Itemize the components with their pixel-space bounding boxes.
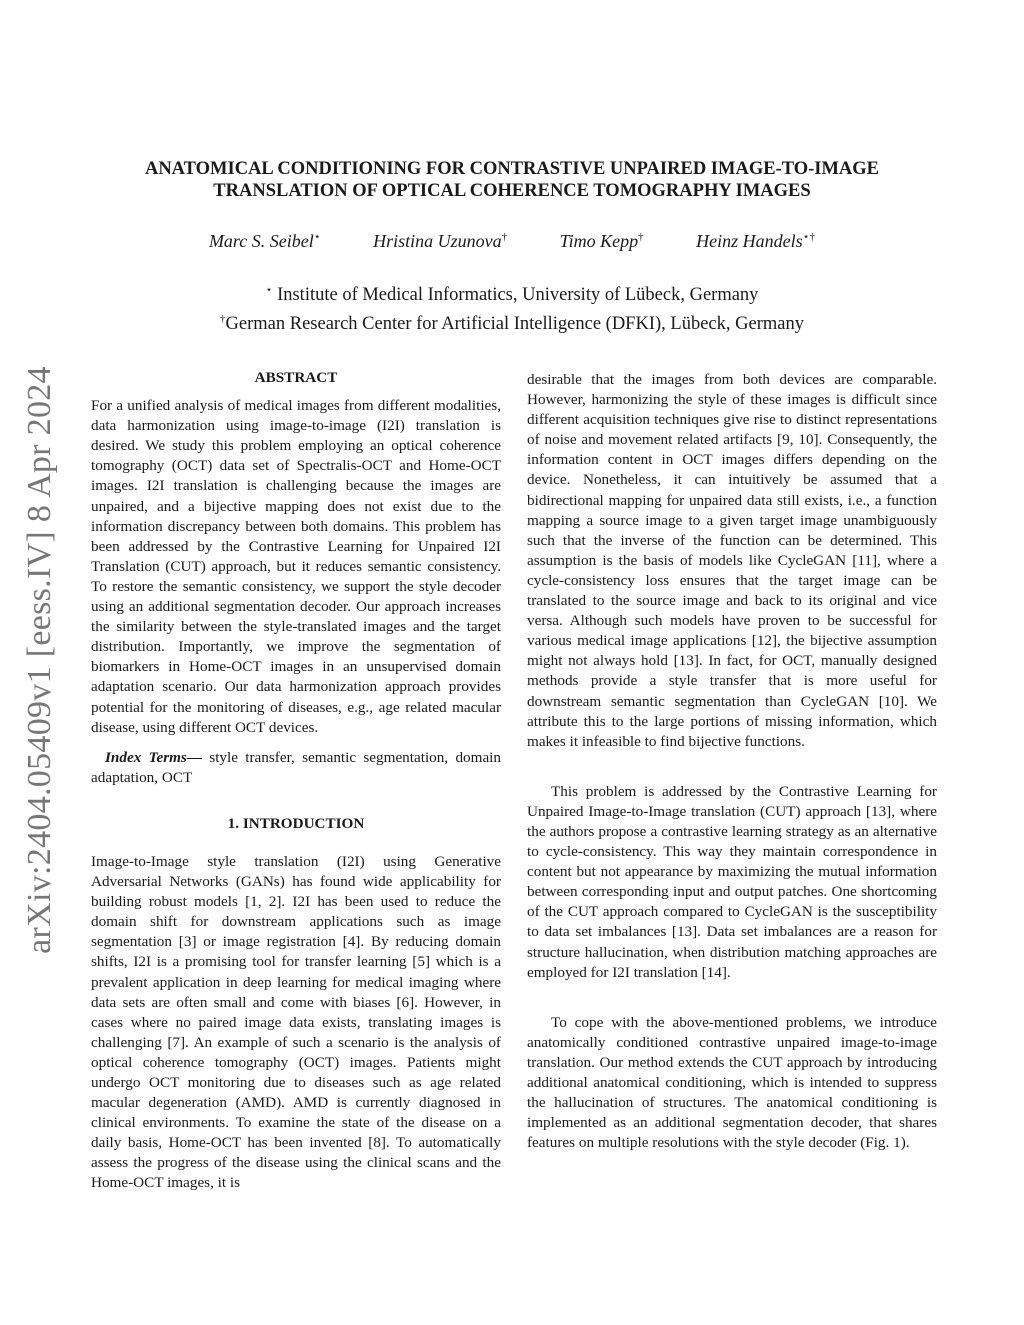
affiliation bbox=[80, 278, 944, 307]
arxiv-identifier-text: arXiv:2404.05409v1 [eess.IV] 8 Apr 2024 bbox=[21, 366, 59, 954]
author bbox=[373, 231, 507, 252]
author-affiliation-mark: ⋆† bbox=[802, 231, 816, 243]
author-affiliation-mark: † bbox=[638, 231, 644, 243]
affiliations bbox=[80, 278, 944, 336]
introduction-paragraph-1-continued: desirable that the images from both devices are comparable. However, harmonizing the style of these images is difficult since different acquisition techniques give rise to distinct representations of noise and movement related artifacts [9, 10]. Consequently, the information content in OCT images differs depending on the device. Nonetheless, it can intuitively be assumed that a bidirectional mapping for unpaired data still exists, i.e., a function mapping a source image to a given target image unambiguously such that the inverse of the function can be determined. This assumption is the basis of models like CycleGAN [11], where a cycle-consistency loss ensures that the target image can be translated to the source image and back to its original and vice versa. Although such models have proven to be successful for various medical image applications [12], the bijective assumption might not always hold [13]. In fact, for OCT, manually designed methods provide a style transfer that is more useful for downstream semantic segmentation than CycleGAN [10]. We attribute this to the large portions of missing information, which makes it infeasible to find bijective functions. bbox=[527, 371, 937, 750]
affiliation-text: Institute of Medical Informatics, University of Lübeck, Germany bbox=[272, 285, 759, 306]
arxiv-identifier-stamp bbox=[14, 360, 66, 960]
author-list bbox=[80, 230, 944, 252]
introduction-heading: 1. INTRODUCTION bbox=[227, 814, 365, 832]
author bbox=[696, 230, 815, 252]
author-name: Hristina Uzunova bbox=[373, 231, 502, 251]
left-column bbox=[91, 368, 501, 1194]
author bbox=[560, 231, 644, 252]
affiliation-mark: † bbox=[220, 313, 226, 326]
abstract-text: For a unified analysis of medical images from different modalities, data harmonization using image-to-image (I2I) translation is desired. We study this problem employing an optical coherence tomography (OCT) data set of Spectralis-OCT and Home-OCT images. I2I translation is challenging because the images are unpaired, and a bijective mapping does not exist due to the information discrepancy between both domains. This problem has been addressed by the Contrastive Learning for Unpaired I2I Translation (CUT) approach, but it reduces semantic consistency. To restore the semantic consistency, we support the style decoder using an additional segmentation decoder. Our approach increases the similarity between the style-translated images and the target distribution. Importantly, we improve the segmentation of biomarkers in Home-OCT images in an unsupervised domain adaptation scenario. Our data harmonization approach provides potential for the monitoring of diseases, e.g., age related macular disease, using different OCT devices. bbox=[91, 397, 501, 736]
introduction-paragraph-2: This problem is addressed by the Contrastive Learning for Unpaired Image-to-Image translation (CUT) approach [13], where the authors propose a contrastive learning strategy as an alternative to cycle-consistency. This way they maintain correspondence in content but not appearance by maximizing the mutual information between corresponding input and output patches. One shortcoming of the CUT approach compared to CycleGAN is the susceptibility to data set imbalances [13]. Data set imbalances are a reason for structure hallucination, when distribution matching approaches are employed for I2I translation [14]. bbox=[527, 782, 937, 981]
index-terms-label: Index Terms— bbox=[105, 748, 203, 766]
affiliation-text: German Research Center for Artificial Intelligence (DFKI), Lübeck, Germany bbox=[225, 314, 804, 335]
introduction-paragraph-3: To cope with the above-mentioned problems, we introduce anatomically conditioned contrastive unpaired image-to-image translation. Our method extends the CUT approach by introducing additional anatomical conditioning, which is intended to suppress the hallucination of structures. The anatomical conditioning is implemented as an additional segmentation decoder, that shares features on multiple resolutions with the style decoder (Fig. 1). bbox=[527, 1013, 937, 1152]
right-column bbox=[527, 370, 937, 1153]
paper-title bbox=[80, 158, 944, 202]
affiliation-mark: ⋆ bbox=[265, 284, 273, 296]
author bbox=[209, 230, 321, 252]
introduction-paragraph-1: Image-to-Image style translation (I2I) using Generative Adversarial Networks (GANs) has found wide applicability for building robust models [1, 2]. I2I has been used to reduce the domain shift for downstream applications such as image segmentation [3] or image registration [4]. By reducing domain shifts, I2I is a promising tool for transfer learning [5] which is a prevalent application in deep learning for medical imaging where data sets are often small and come with biases [6]. However, in cases where no paired image data exists, translating images is challenging [7]. An example of such a scenario is the analysis of optical coherence tomography (OCT) images. Patients might undergo OCT monitoring due to diseases such as age related macular degeneration (AMD). AMD is currently diagnosed in clinical environments. To examine the state of the disease on a daily basis, Home-OCT has been invented [8]. To automatically assess the progress of the disease using the clinical scans and the Home-OCT images, it is bbox=[91, 852, 501, 1192]
title-line-2: TRANSLATION OF OPTICAL COHERENCE TOMOGRAPHY IMAGES bbox=[213, 181, 811, 201]
affiliation bbox=[80, 307, 944, 336]
author-affiliation-mark: ⋆ bbox=[313, 231, 321, 243]
title-line-1: ANATOMICAL CONDITIONING FOR CONTRASTIVE UNPAIRED IMAGE-TO-IMAGE bbox=[144, 159, 880, 179]
author-name: Timo Kepp bbox=[559, 231, 639, 251]
index-terms bbox=[91, 748, 501, 788]
author-affiliation-mark: † bbox=[501, 231, 508, 243]
author-name: Marc S. Seibel bbox=[208, 231, 314, 251]
index-terms-text: style transfer, semantic segmentation, domain adaptation, OCT bbox=[91, 748, 501, 786]
abstract-heading: ABSTRACT bbox=[254, 369, 338, 386]
author-name: Heinz Handels bbox=[696, 231, 803, 251]
